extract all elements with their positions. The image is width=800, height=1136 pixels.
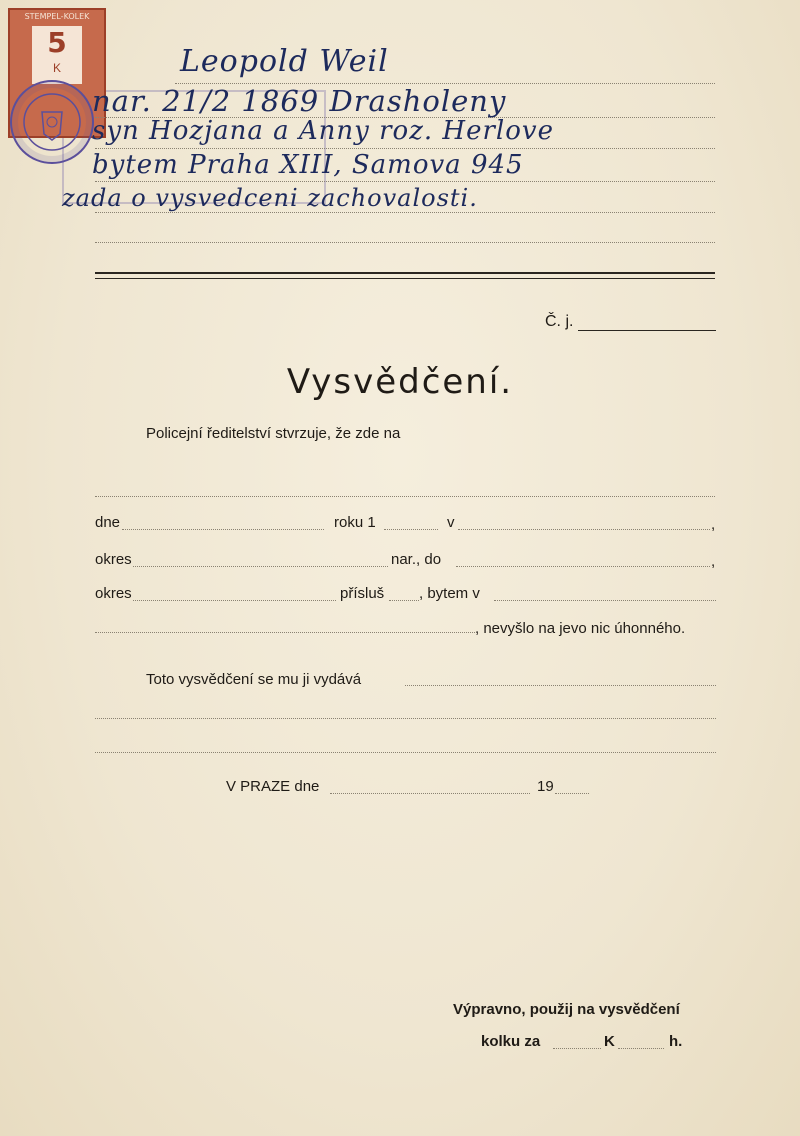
year-prefix: 19 (537, 778, 554, 795)
dotted-line (389, 600, 419, 601)
comma: , (711, 516, 716, 533)
reference-line (578, 330, 716, 331)
dotted-line (95, 632, 475, 633)
dotted-line (618, 1048, 664, 1049)
dotted-line (95, 181, 715, 182)
label-roku: roku 1 (334, 514, 376, 531)
label-prislus: přísluš (340, 585, 385, 602)
handwritten-request: zada o vysvedceni zachovalosti. (62, 184, 478, 212)
dotted-line (133, 600, 336, 601)
police-seal (10, 80, 94, 164)
label-v: v (447, 514, 455, 531)
dotted-line (456, 566, 710, 567)
clause-nevyslo: , nevyšlo na jevo nic úhonného. (475, 620, 686, 637)
dotted-line (555, 793, 589, 794)
footer-h: h. (669, 1033, 683, 1050)
dotted-line (122, 529, 324, 530)
label-bytem: , bytem v (419, 585, 480, 602)
dotted-line (458, 529, 710, 530)
revenue-stamp-unit: K (52, 61, 61, 75)
footer-line: Výpravno, použij na vysvědčení (453, 1001, 680, 1018)
label-dne: dne (95, 514, 121, 531)
dotted-line (133, 566, 388, 567)
dotted-line (384, 529, 438, 530)
handwritten-parents: syn Hozjana a Anny roz. Herlove (92, 116, 554, 146)
handwritten-address: bytem Praha XIII, Samova 945 (92, 150, 524, 180)
issued-text: Toto vysvědčení se mu ji vydává (146, 671, 362, 688)
seal-emblem-icon (12, 82, 92, 162)
handwritten-birth: nar. 21/2 1869 Drasholeny (92, 84, 507, 118)
revenue-stamp-value: 5 (47, 26, 67, 59)
revenue-stamp-header: STEMPEL-KOLEK (24, 12, 90, 21)
dotted-line (95, 148, 715, 149)
footer-k: K (604, 1033, 615, 1050)
label-okres: okres (95, 551, 132, 568)
revenue-stamp-panel (32, 26, 82, 84)
place-date-label: V PRAZE dne (226, 778, 320, 795)
label-okres: okres (95, 585, 132, 602)
footer-kolku: kolku za (481, 1033, 541, 1050)
label-nar-do: nar., do (391, 551, 442, 568)
dotted-line (95, 242, 715, 243)
dotted-line (553, 1048, 601, 1049)
handwritten-name: Leopold Weil (180, 44, 389, 79)
dotted-line (405, 685, 716, 686)
dotted-line (330, 793, 530, 794)
dotted-line (95, 718, 716, 719)
dotted-line (95, 212, 715, 213)
double-rule (95, 272, 715, 279)
dotted-line (494, 600, 716, 601)
dotted-line (95, 752, 716, 753)
document-title: Vysvědčení. (286, 362, 514, 402)
intro-text: Policejní ředitelství stvrzuje, že zde na (146, 425, 401, 442)
comma: , (711, 553, 716, 570)
dotted-line (95, 496, 715, 497)
reference-label: Č. j. (545, 313, 574, 330)
